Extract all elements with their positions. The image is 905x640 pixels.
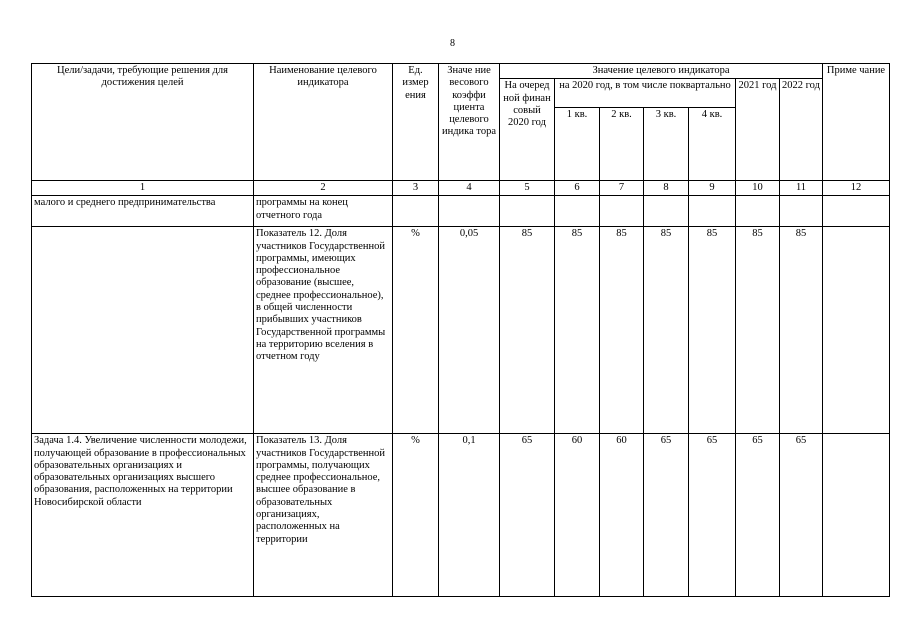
y2022-cell: 65 xyxy=(780,434,823,597)
note-cell xyxy=(823,196,890,227)
next-year-cell xyxy=(500,196,555,227)
goal-cell xyxy=(32,227,254,434)
q2-cell: 85 xyxy=(600,227,644,434)
unit-cell xyxy=(393,196,439,227)
header-note: Приме чание xyxy=(823,64,890,181)
column-number: 6 xyxy=(555,181,600,196)
column-number: 9 xyxy=(689,181,736,196)
header-goals: Цели/задачи, требующие решения для достижения целей xyxy=(32,64,254,181)
column-number: 12 xyxy=(823,181,890,196)
q4-cell: 65 xyxy=(689,434,736,597)
q4-cell xyxy=(689,196,736,227)
q3-cell xyxy=(644,196,689,227)
q1-cell: 60 xyxy=(555,434,600,597)
unit-cell: % xyxy=(393,434,439,597)
header-q2: 2 кв. xyxy=(600,108,644,181)
indicator-cell: Показатель 13. Доля участников Государственной программы, получающих среднее профессиональное, высшее образование в образовательных организациях, расположенных на территории xyxy=(254,434,393,597)
table-row xyxy=(32,434,890,597)
header-value-group: Значение целевого индикатора xyxy=(500,64,823,79)
indicator-table xyxy=(31,63,890,597)
header-q4: 4 кв. xyxy=(689,108,736,181)
next-year-cell: 85 xyxy=(500,227,555,434)
indicator-cell: Показатель 12. Доля участников Государственной программы, имеющих профессиональное образование (высшее, среднее профессиональное), в общей численности прибывших участников Государственной программы на территорию вселения в отчетном году xyxy=(254,227,393,434)
note-cell xyxy=(823,434,890,597)
column-number: 1 xyxy=(32,181,254,196)
column-number: 4 xyxy=(439,181,500,196)
goal-cell: малого и среднего предпринимательства xyxy=(32,196,254,227)
header-weight: Значе ние весового коэффи циента целевого индика тора xyxy=(439,64,500,181)
q2-cell xyxy=(600,196,644,227)
weight-cell xyxy=(439,196,500,227)
column-number: 8 xyxy=(644,181,689,196)
header-next-fin-year: На очеред ной финан совый 2020 год xyxy=(500,79,555,181)
next-year-cell: 65 xyxy=(500,434,555,597)
column-number: 3 xyxy=(393,181,439,196)
weight-cell: 0,05 xyxy=(439,227,500,434)
note-cell xyxy=(823,227,890,434)
goal-cell: Задача 1.4. Увеличение численности молодежи, получающей образование в профессиональных образовательных организациях и образовательных организациях высшего образования, расположенных на территории Новосибирской области xyxy=(32,434,254,597)
column-number: 10 xyxy=(736,181,780,196)
column-number: 5 xyxy=(500,181,555,196)
column-number-row xyxy=(32,181,890,196)
q1-cell: 85 xyxy=(555,227,600,434)
header-indicator-name: Наименование целевого индикатора xyxy=(254,64,393,181)
y2021-cell xyxy=(736,196,780,227)
q3-cell: 85 xyxy=(644,227,689,434)
unit-cell: % xyxy=(393,227,439,434)
y2022-cell xyxy=(780,196,823,227)
header-row-1 xyxy=(32,64,890,79)
y2022-cell: 85 xyxy=(780,227,823,434)
header-2022: 2022 год xyxy=(780,79,823,181)
header-q1: 1 кв. xyxy=(555,108,600,181)
column-number: 7 xyxy=(600,181,644,196)
q1-cell xyxy=(555,196,600,227)
header-q3: 3 кв. xyxy=(644,108,689,181)
indicator-cell: программы на конец отчетного года xyxy=(254,196,393,227)
column-number: 11 xyxy=(780,181,823,196)
table-row xyxy=(32,196,890,227)
q4-cell: 85 xyxy=(689,227,736,434)
q2-cell: 60 xyxy=(600,434,644,597)
page-number: 8 xyxy=(450,38,455,49)
header-quarterly-2020: на 2020 год, в том числе поквартально xyxy=(555,79,736,108)
y2021-cell: 85 xyxy=(736,227,780,434)
q3-cell: 65 xyxy=(644,434,689,597)
header-unit: Ед. измер ения xyxy=(393,64,439,181)
table-row xyxy=(32,227,890,434)
header-2021: 2021 год xyxy=(736,79,780,181)
column-number: 2 xyxy=(254,181,393,196)
weight-cell: 0,1 xyxy=(439,434,500,597)
y2021-cell: 65 xyxy=(736,434,780,597)
